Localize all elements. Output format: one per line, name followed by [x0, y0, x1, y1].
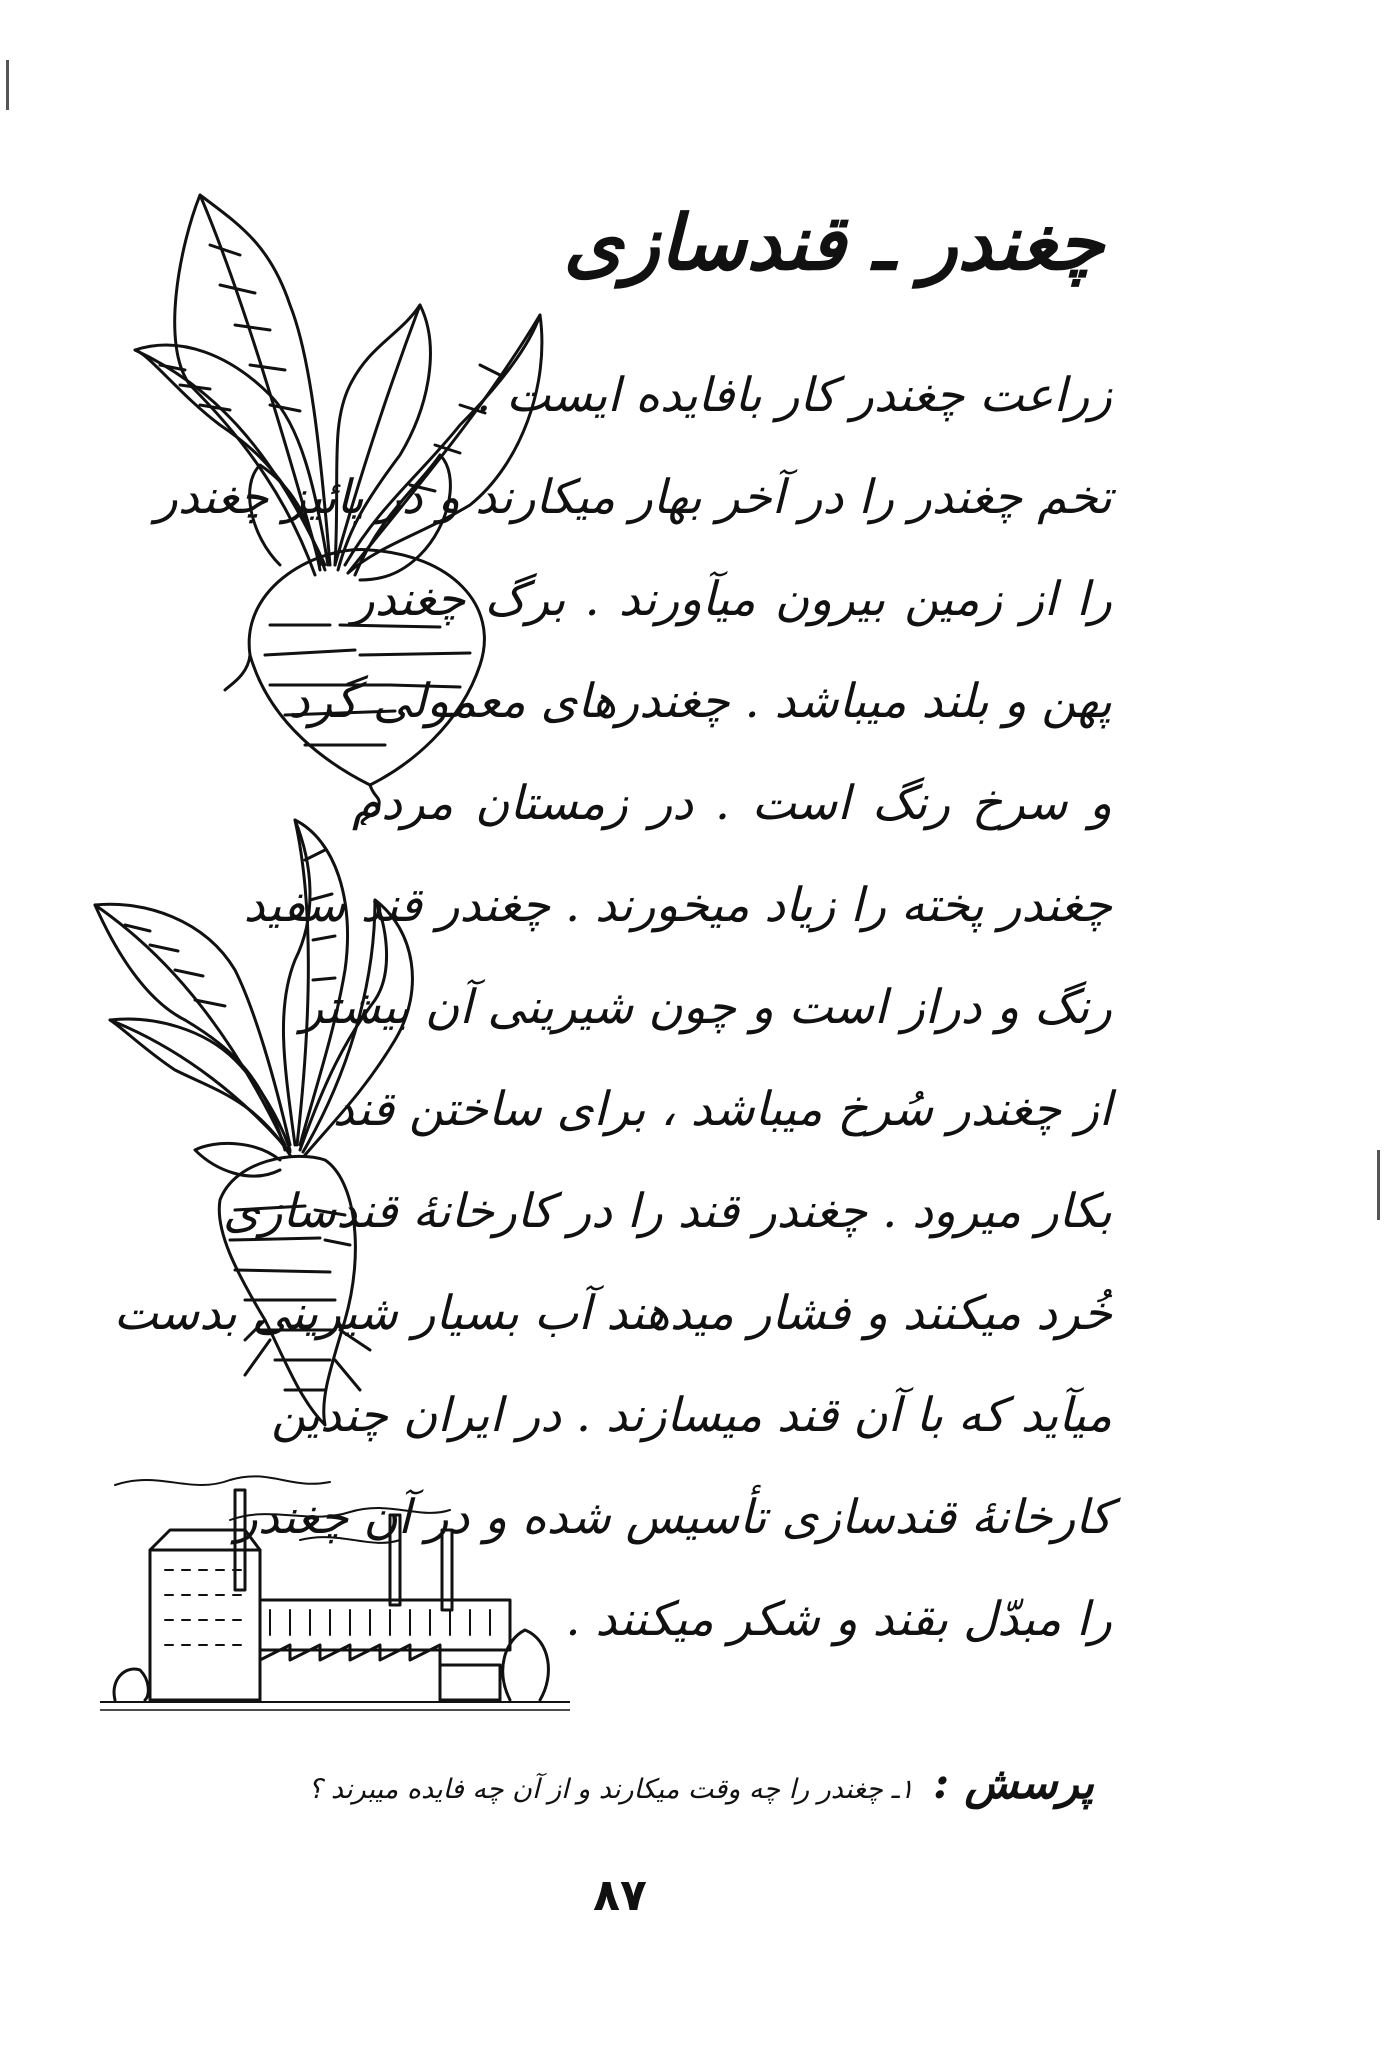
text-line: پهن و بلند میباشد . چغندرهای معمولی گرد: [288, 674, 1112, 729]
text-line: زراعت چغندر کار بافایده ایست .: [476, 368, 1112, 423]
text-line: خُرد میکنند و فشار میدهند آب بسیار شیرینی بدست: [113, 1286, 1112, 1341]
question-text: ۱ـ چغندر را چه وقت میکارند و از آن چه فایده میبرند ؟: [308, 1774, 914, 1805]
text-line: رنگ و دراز است و چون شیرینی آن بیشتر: [300, 980, 1112, 1035]
text-line: را مبدّل بقند و شکر میکنند .: [565, 1592, 1112, 1647]
sugar-beet-illustration: [85, 800, 485, 1430]
text-line: از چغندر سُرخ میباشد ، برای ساختن قند: [332, 1082, 1112, 1137]
text-line: تخم چغندر را در آخر بهار میکارند و در پائیز چغندر: [155, 470, 1112, 525]
text-line: میآید که با آن قند میسازند . در ایران چندین: [271, 1388, 1112, 1443]
page-number: ۸۷: [593, 1870, 647, 1921]
text-line: چغندر پخته را زیاد میخورند . چغندر قند سفید: [243, 878, 1112, 933]
question-label: پرسش :: [932, 1758, 1094, 1809]
text-line: بکار میرود . چغندر قند را در کارخانهٔ قندسازی: [223, 1184, 1112, 1239]
scan-edge-mark: [6, 60, 9, 110]
question-block: [308, 1758, 1094, 1809]
text-line: را از زمین بیرون میآورند . برگ چغندر: [352, 572, 1112, 627]
page-title: چغندر ـ قندسازی: [563, 198, 1104, 287]
scan-edge-mark: [1377, 1150, 1380, 1220]
sugar-factory-illustration: [100, 1470, 570, 1720]
text-line: کارخانهٔ قندسازی تأسیس شده و در آن چغندر: [235, 1490, 1112, 1545]
round-beet-illustration: [120, 185, 570, 825]
text-line: و سرخ رنگ است . در زمستان مردم: [352, 776, 1112, 831]
